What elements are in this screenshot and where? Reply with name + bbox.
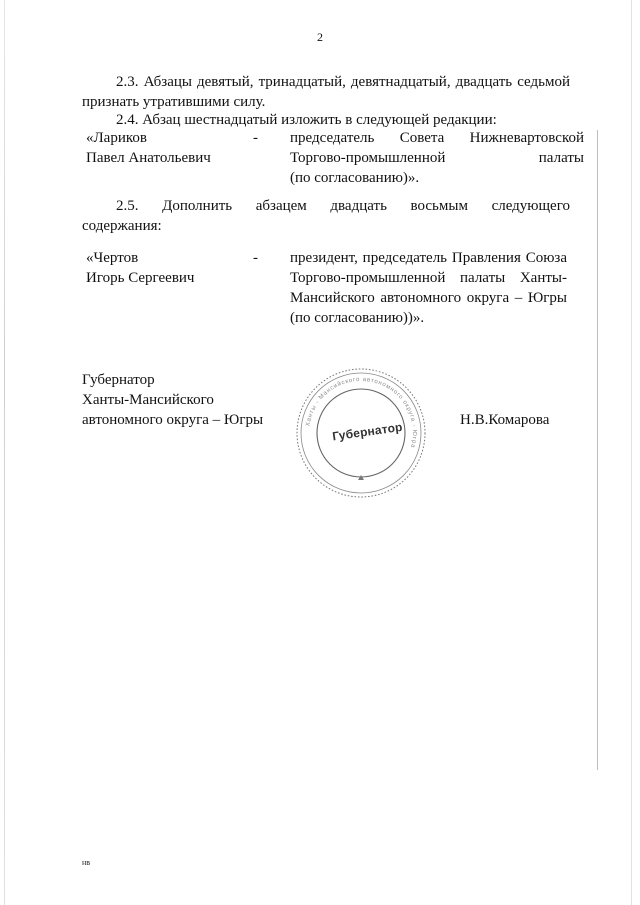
seal-ring-text: Ханты - Мансийского автономного округа - Югра [305,376,418,449]
paragraph-2-5 [82,196,570,236]
page-number: 2 [317,30,323,44]
entry-2-position [290,248,567,328]
footer-initials: нв [82,858,91,867]
signatory-title [82,370,263,430]
entry-2-name [86,248,256,288]
paragraph-2-5-line-1: 2.5. Дополнить абзацем двадцать восьмым следующего [116,198,570,214]
signatory-title-line-1: Губернатор [82,372,155,388]
paragraph-2-3: 2.3. Абзацы девятый, тринадцатый, девятнадцатый, двадцать седьмой признать утратившими силу. [82,74,570,110]
entry-1-name [86,128,256,168]
paragraph-2-5-line-2: содержания: [82,218,162,234]
entry-1-surname: «Лариков [86,130,147,146]
entry-2-position-line-4: (по согласованию))». [290,310,425,326]
signatory-title-line-2: Ханты-Мансийского [82,392,214,408]
entry-2-surname: «Чертов [86,250,139,266]
seal-label: Губернатор [331,419,404,444]
entry-2-position-line-3: Мансийского автономного округа – Югры [290,290,567,306]
paragraph-2-4: 2.4. Абзац шестнадцатый изложить в следующей редакции: [116,112,497,128]
scan-edge-left [4,0,5,905]
entry-1-position-line-2: Торгово-промышленной палаты [290,150,584,166]
entry-1-position [290,128,584,188]
entry-2-position-line-1: президент, председатель Правления Союза [290,250,567,266]
entry-2-given-names: Игорь Сергеевич [86,270,195,286]
entry-1-dash: - [253,130,258,146]
entry-1-position-line-1: председатель Совета Нижневартовской [290,130,584,146]
scan-edge-right [631,0,632,905]
signatory-name: Н.В.Комарова [460,412,550,428]
entry-2-dash: - [253,250,258,266]
entry-1-position-line-3: (по согласованию)». [290,170,420,186]
entry-2-position-line-2: Торгово-промышленной палаты Ханты- [290,270,567,286]
scan-vertical-line [597,130,598,770]
entry-1-given-names: Павел Анатольевич [86,150,211,166]
signatory-title-line-3: автономного округа – Югры [82,412,264,428]
